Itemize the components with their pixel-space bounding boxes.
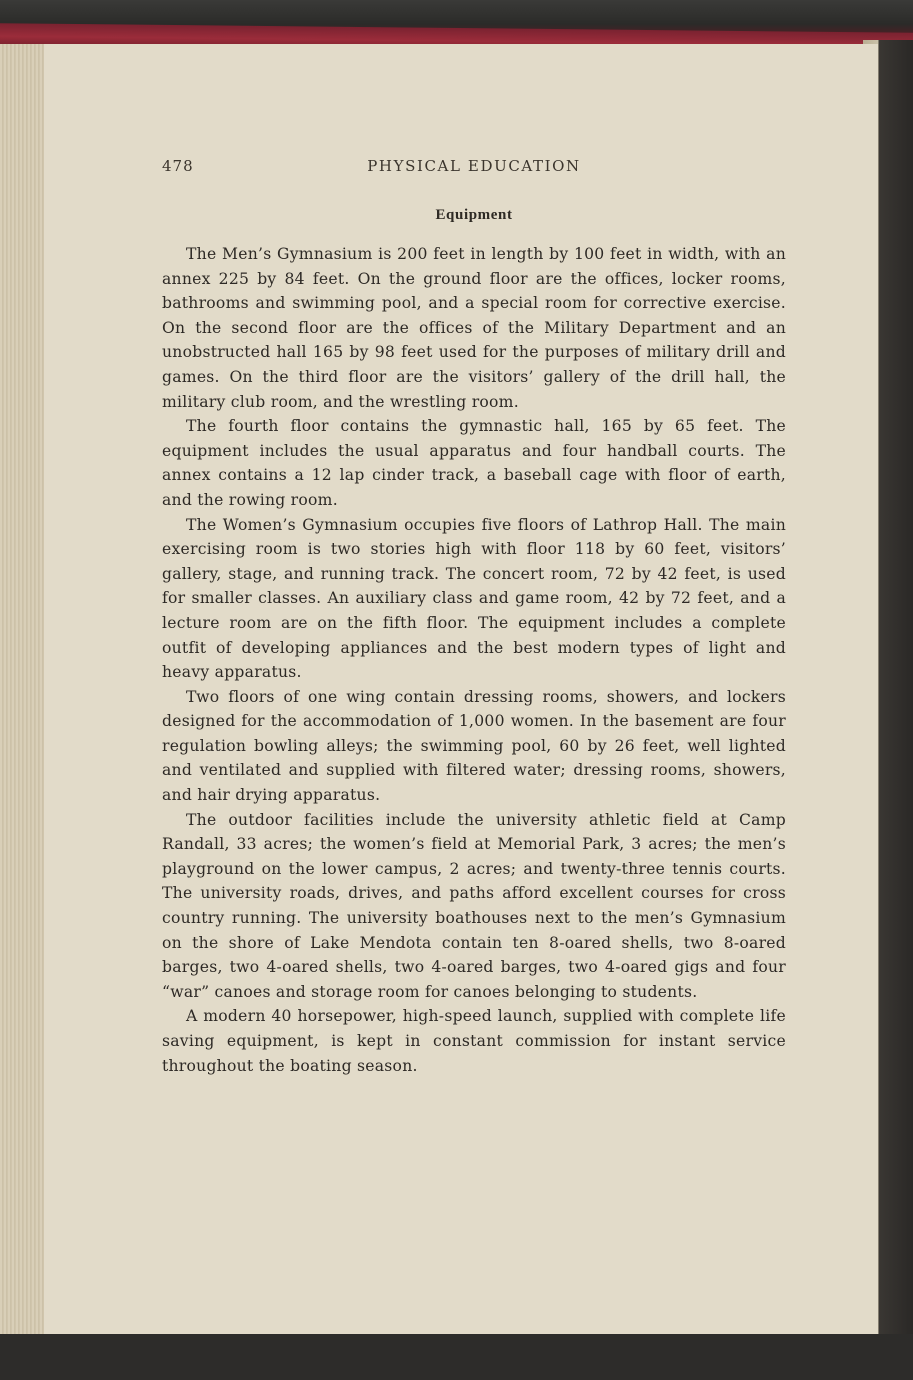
paragraph: The Women’s Gymnasium occupies five floors of Lathrop Hall. The main exercising room is two stories high with floor 118 by 60 feet, visitors’ gallery, stage, and running track. The concert room, 72 by 42 feet, is used for smaller classes. An auxiliary class and game room, 42 by 72 feet, and a lecture room are on the fifth floor. The equipment includes a complete outfit of developing appliances and the best modern types of light and heavy apparatus. — [162, 515, 786, 682]
page-stack-edge — [0, 44, 44, 1334]
running-head: PHYSICAL EDUCATION — [367, 157, 581, 175]
paragraph: Two floors of one wing contain dressing rooms, showers, and lockers designed for the accommodation of 1,000 women. In the basement are four regulation bowling alleys; the swimming pool, 60 by 26 feet, well lighted and ventilated and supplied with filtered water; dressing rooms, showers, and hair drying apparatus. — [162, 687, 786, 805]
book-bottom-shadow — [0, 1334, 913, 1380]
page-number: 478 — [162, 157, 194, 175]
paragraph: The outdoor facilities include the university athletic field at Camp Randall, 33 acres; the women’s field at Memorial Park, 3 acres; the men’s playground on the lower campus, 2 acres; and twenty-three tennis courts. The university roads, drives, and paths afford excellent courses for cross country running. The university boathouses next to the men’s Gymnasium on the shore of Lake Mendota contain ten 8-oared shells, two 8-oared barges, two 4-oared shells, two 4-oared barges, two 4-oared gigs and four “war” canoes and storage room for canoes belonging to students. — [162, 810, 786, 1001]
body-text — [162, 242, 786, 1078]
paragraph: The Men’s Gymnasium is 200 feet in length by 100 feet in width, with an annex 225 by 84 feet. On the ground floor are the offices, locker rooms, bathrooms and swimming pool, and a special room for corrective exercise. On the second floor are the offices of the Military Department and an unobstructed hall 165 by 98 feet used for the purposes of military drill and games. On the third floor are the visitors’ gallery of the drill hall, the military club room, and the wrestling room. — [162, 245, 786, 411]
paragraph: A modern 40 horsepower, high-speed launch, supplied with complete life saving equipment, is kept in constant commission for instant service throughout the boating season. — [162, 1007, 786, 1075]
page-header — [162, 157, 786, 179]
section-title: Equipment — [435, 207, 513, 223]
paragraph: The fourth floor contains the gymnastic hall, 165 by 65 feet. The equipment includes the usual apparatus and four handball courts. The annex contains a 12 lap cinder track, a baseball cage with floor of earth, and the rowing room. — [162, 417, 786, 509]
